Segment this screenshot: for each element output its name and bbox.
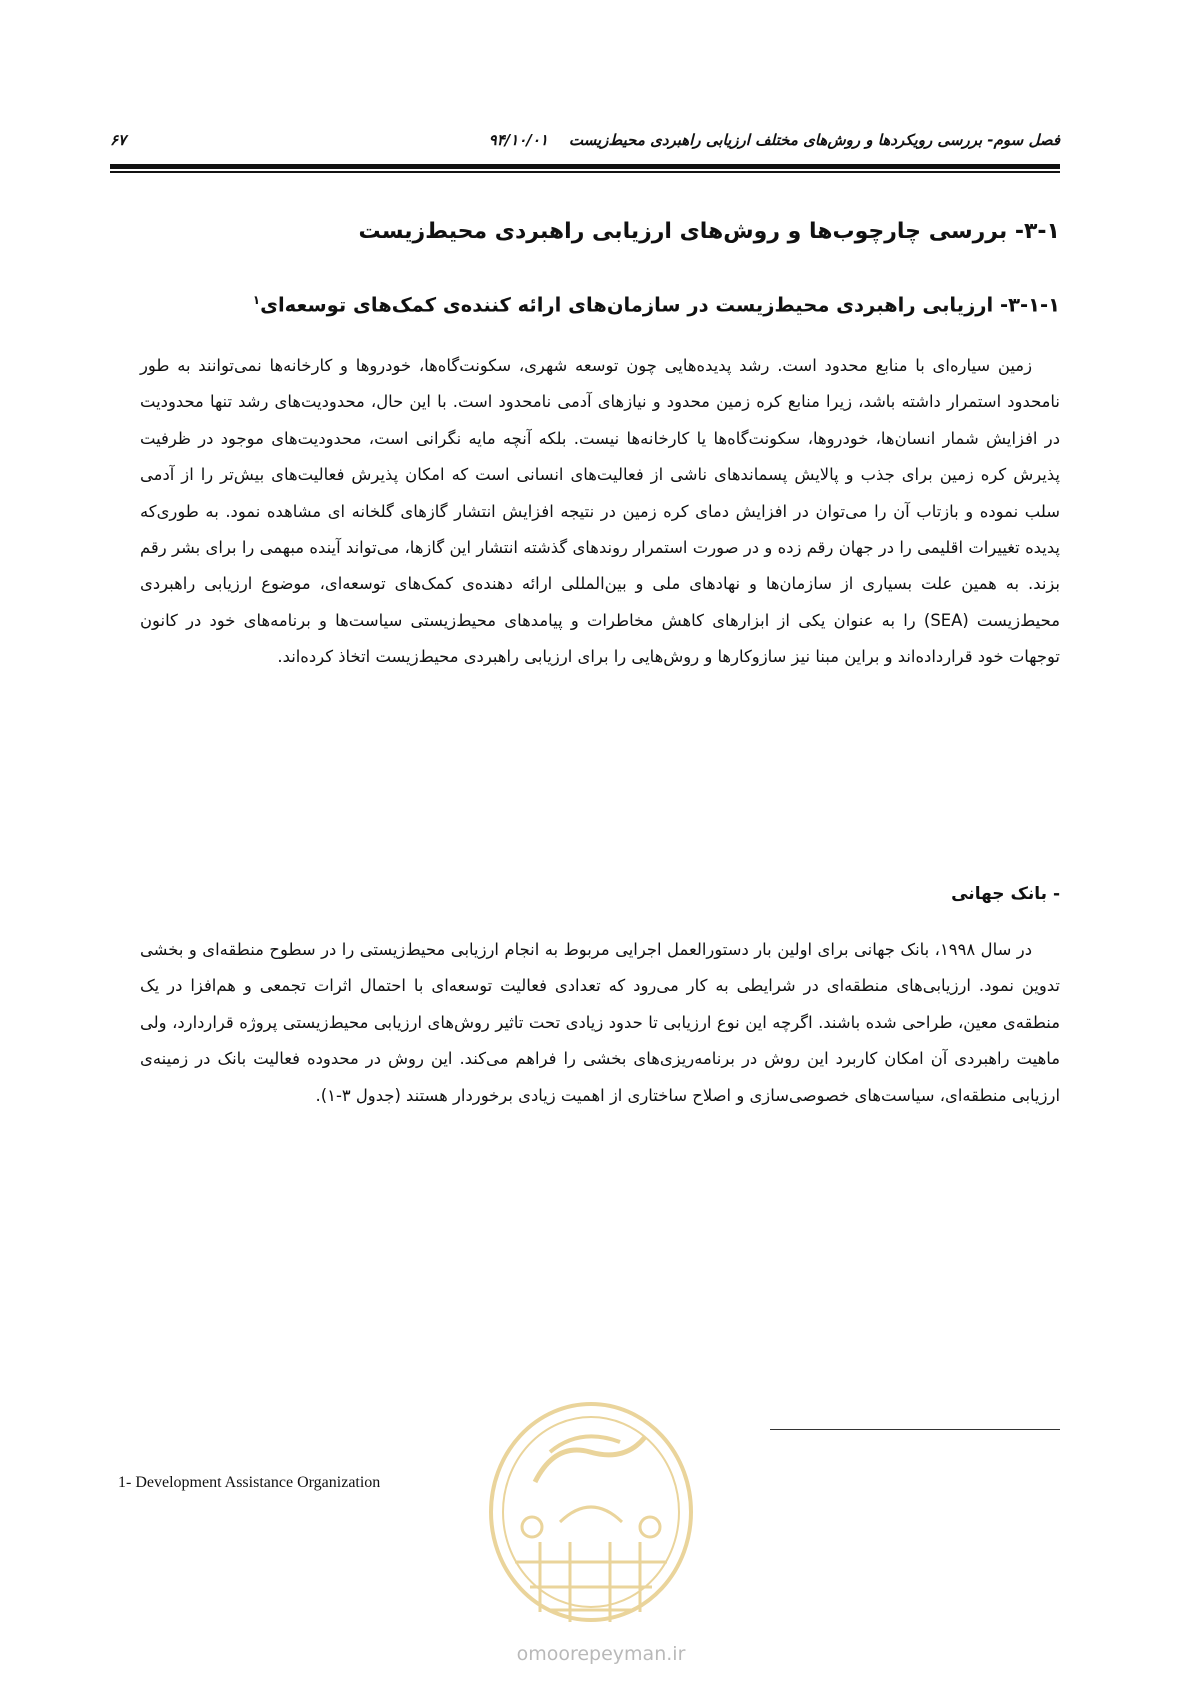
- header-date: ۹۴/۱۰/۰۱: [488, 131, 548, 149]
- paragraph-intro: زمین سیاره‌ای با منابع محدود است. رشد پدیده‌هایی چون توسعه شهری، سکونت‌گاه‌ها، خودروها و کارخانه‌ها نمی‌توانند به طور نامحدود استمرار داشته باشد، زیرا منابع کره زمین محدود و نیازهای آدمی نامحدود است. با این حال، محدودیت‌های رشد تنها محدودیت در افزایش شمار انسان‌ها، خودروها، سکونت‌گاه‌ها یا کارخانه‌ها نیست. بلکه آنچه مایه نگرانی است، محدودیت‌های موجود در ظرفیت پذیرش کره زمین برای جذب و پالایش پسماندهای ناشی از فعالیت‌های انسانی است که امکان پذیرش فعالیت‌های بیش‌تر را از آدمی سلب نموده و بازتاب آن را می‌توان در افزایش دمای کره زمین در نتیجه افزایش انتشار گازهای گلخانه ای مشاهده نمود. به طوری‌که پدیده تغییرات اقلیمی را در جهان رقم زده و در صورت استمرار روندهای گذشته انتشار این گازها، می‌تواند آینده مبهمی را برای بشر رقم بزند. به همین علت بسیاری از سازمان‌ها و نهادهای ملی و بین‌المللی ارائه دهنده‌ی کمک‌های توسعه‌ای، موضوع ارزیابی راهبردی محیط‌زیست (SEA) را به عنوان یکی از ابزارهای کاهش مخاطرات و پیامدهای محیط‌زیستی سیاست‌ها و برنامه‌های خود در کانون توجهات خود قرارداده‌اند و براین مبنا نیز سازوکارها و روش‌هایی را برای ارزیابی راهبردی محیط‌زیست اتخاذ کرده‌اند.: [140, 356, 1060, 667]
- running-head: [489, 131, 1060, 149]
- watermark-logo-icon: [480, 1382, 702, 1672]
- footnote: 1- Development Assistance Organization: [118, 1474, 381, 1491]
- watermark-site: omoorepeyman.ir: [516, 1643, 686, 1665]
- section-heading: [160, 219, 1060, 244]
- subsection-title: ۳-۱-۱- ارزیابی راهبردی محیط‌زیست در سازمان‌های ارائه کننده‌ی کمک‌های توسعه‌ای: [260, 293, 1060, 317]
- footnote-marker: ۱: [252, 293, 261, 307]
- section-title: ۳-۱- بررسی چارچوب‌ها و روش‌های ارزیابی راهبردی محیط‌زیست: [358, 219, 1060, 244]
- header-rule-thin: [110, 171, 1060, 173]
- bank-subheading: - بانک جهانی: [951, 884, 1060, 904]
- paragraph-world-bank: در سال ۱۹۹۸، بانک جهانی برای اولین بار دستورالعمل اجرایی مربوط به انجام ارزیابی محیط‌زیستی را در سطوح منطقه‌ای و بخشی تدوین نمود. ارزیابی‌های منطقه‌ای در شرایطی به کار می‌رود که تعدادی فعالیت توسعه‌ای با احتمال اثرات تجمعی و هم‌افزا در یک منطقه‌ی معین، طراحی شده باشند. اگرچه این نوع ارزیابی تا حدود زیادی تحت تاثیر روش‌های ارزیابی محیط‌زیستی پروژه قراردارد، ولی ماهیت راهبردی آن امکان کاربرد این روش در برنامه‌ریزی‌های بخشی را فراهم می‌کند. این روش در محدوده فعالیت بانک در زمینه‌ی ارزیابی منطقه‌ای، سیاست‌های خصوصی‌سازی و اصلاح ساختاری از اهمیت زیادی برخوردار هستند (جدول ۳-۱).: [140, 940, 1060, 1105]
- header-rule: [110, 164, 1060, 169]
- page-number: ۶۷: [110, 131, 127, 149]
- chapter-title: فصل سوم- بررسی رویکردها و روش‌های مختلف ارزیابی راهبردی محیط‌زیست: [568, 131, 1060, 149]
- footnote-rule: [770, 1429, 1060, 1430]
- page-header: [110, 128, 1060, 152]
- subsection-heading: [160, 293, 1060, 317]
